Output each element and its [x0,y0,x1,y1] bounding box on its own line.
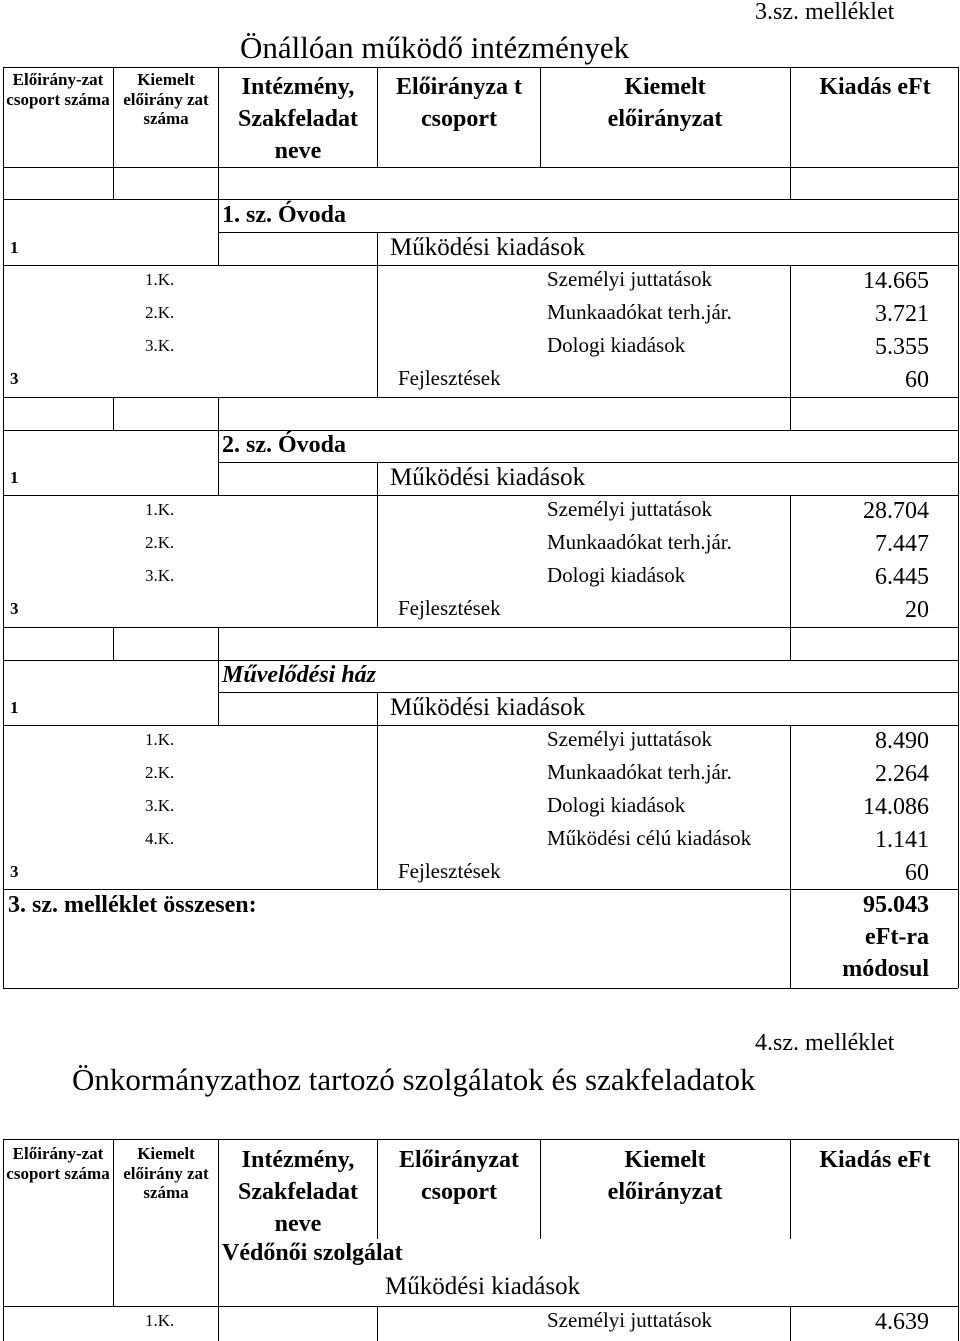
block-3-item-4-code: 4.K. [145,829,175,848]
annex3-total-unit: eFt-ra [865,924,929,950]
block-3-item-1-label: Személyi juttatások [547,727,713,751]
annex4-group1-label: Működési kiadások [385,1273,581,1300]
block-1-item-2-value: 3.721 [875,301,929,327]
annex4-title: Önkormányzathoz tartozó szolgálatok és szakfeladatok [72,1062,756,1097]
annex3-total-value: 95.043 [863,892,929,918]
annex4-header-highlighted-number: Kiemelt előirány zat száma [123,1144,209,1203]
block-2-item-2-value: 7.447 [875,531,929,557]
block-3-item-1-code: 1.K. [145,730,175,749]
block-3-item-3-label: Dologi kiadások [547,793,686,817]
block-2-name: 2. sz. Óvoda [222,432,347,458]
annex3-title: Önállóan működő intézmények [240,30,630,65]
block-1-group3-value: 60 [905,367,929,393]
block-3-item-2-label: Munkaadókat terh.jár. [547,760,732,784]
block-2-item-1-value: 28.704 [863,498,929,524]
block-2-group3-value: 20 [905,597,929,623]
block-2-item-3-code: 3.K. [145,566,175,585]
annex4-header-group-number: Előirány-zat csoport száma [6,1144,110,1183]
annex4-item-code: 1.K. [145,1311,175,1330]
annex4-item-label: Személyi juttatások [547,1308,713,1332]
block-1-item-1-value: 14.665 [863,268,929,294]
block-3-item-1-value: 8.490 [875,728,929,754]
header-expense: Kiadás eFt [819,74,931,100]
block-2-item-2-code: 2.K. [145,533,175,552]
block-3-item-4-value: 1.141 [875,827,929,853]
annex3-label: 3.sz. melléklet [755,0,895,25]
annex4-header-highlighted-appropriation: Kiemelt előirányzat [607,1147,723,1205]
block-2-group1-label: Működési kiadások [390,464,586,491]
block-3-group1-code: 1 [10,698,19,717]
block-2-item-1-code: 1.K. [145,500,175,519]
block-3-item-3-value: 14.086 [863,794,929,820]
block-1-name: 1. sz. Óvoda [222,202,347,228]
header-highlighted-appropriation: Kiemelt előirányzat [607,74,723,132]
block-1-item-3-value: 5.355 [875,334,929,360]
block-3-item-2-code: 2.K. [145,763,175,782]
block-2-item-1-label: Személyi juttatások [547,497,713,521]
block-2-item-3-value: 6.445 [875,564,929,590]
block-3-item-3-code: 3.K. [145,796,175,815]
header-institution: Intézmény, Szakfeladat neve [238,74,358,164]
block-1-item-1-label: Személyi juttatások [547,267,713,291]
block-2-group3-code: 3 [10,599,19,618]
block-1-group3-code: 3 [10,369,19,388]
header-highlighted-number: Kiemelt előirány zat száma [123,70,209,129]
block-3-group3-label: Fejlesztések [398,859,501,883]
block-2-group1-code: 1 [10,468,19,487]
block-1-item-2-code: 2.K. [145,303,175,322]
annex4-label: 4.sz. melléklet [755,1030,895,1056]
block-3-name: Művelődési ház [222,662,377,688]
annex3-total-label: 3. sz. melléklet összesen: [8,892,257,918]
annex4-item-value: 4.639 [875,1309,929,1335]
block-3-item-4-label: Működési célú kiadások [547,826,752,850]
block-1-item-3-code: 3.K. [145,336,175,355]
block-2-item-2-label: Munkaadókat terh.jár. [547,530,732,554]
annex4-block-name: Védőnői szolgálat [222,1240,403,1266]
annex4-header-institution: Intézmény, Szakfeladat neve [238,1147,358,1237]
block-1-item-1-code: 1.K. [145,270,175,289]
annex4-header-expense: Kiadás eFt [819,1147,931,1173]
block-1-group1-code: 1 [10,238,19,257]
block-3-item-2-value: 2.264 [875,761,929,787]
annex3-total-suffix: módosul [842,956,929,982]
header-group-number: Előirány-zat csoport száma [6,70,110,109]
block-3-group1-label: Működési kiadások [390,694,586,721]
block-3-group3-value: 60 [905,860,929,886]
block-2-group3-label: Fejlesztések [398,596,501,620]
block-3-group3-code: 3 [10,862,19,881]
block-1-group3-label: Fejlesztések [398,366,501,390]
block-2-item-3-label: Dologi kiadások [547,563,686,587]
annex4-header-appropriation-group: Előirányzat csoport [399,1147,519,1205]
block-1-item-2-label: Munkaadókat terh.jár. [547,300,732,324]
block-1-group1-label: Működési kiadások [390,234,586,261]
header-appropriation-group: Előirányza t csoport [396,74,522,132]
block-1-item-3-label: Dologi kiadások [547,333,686,357]
